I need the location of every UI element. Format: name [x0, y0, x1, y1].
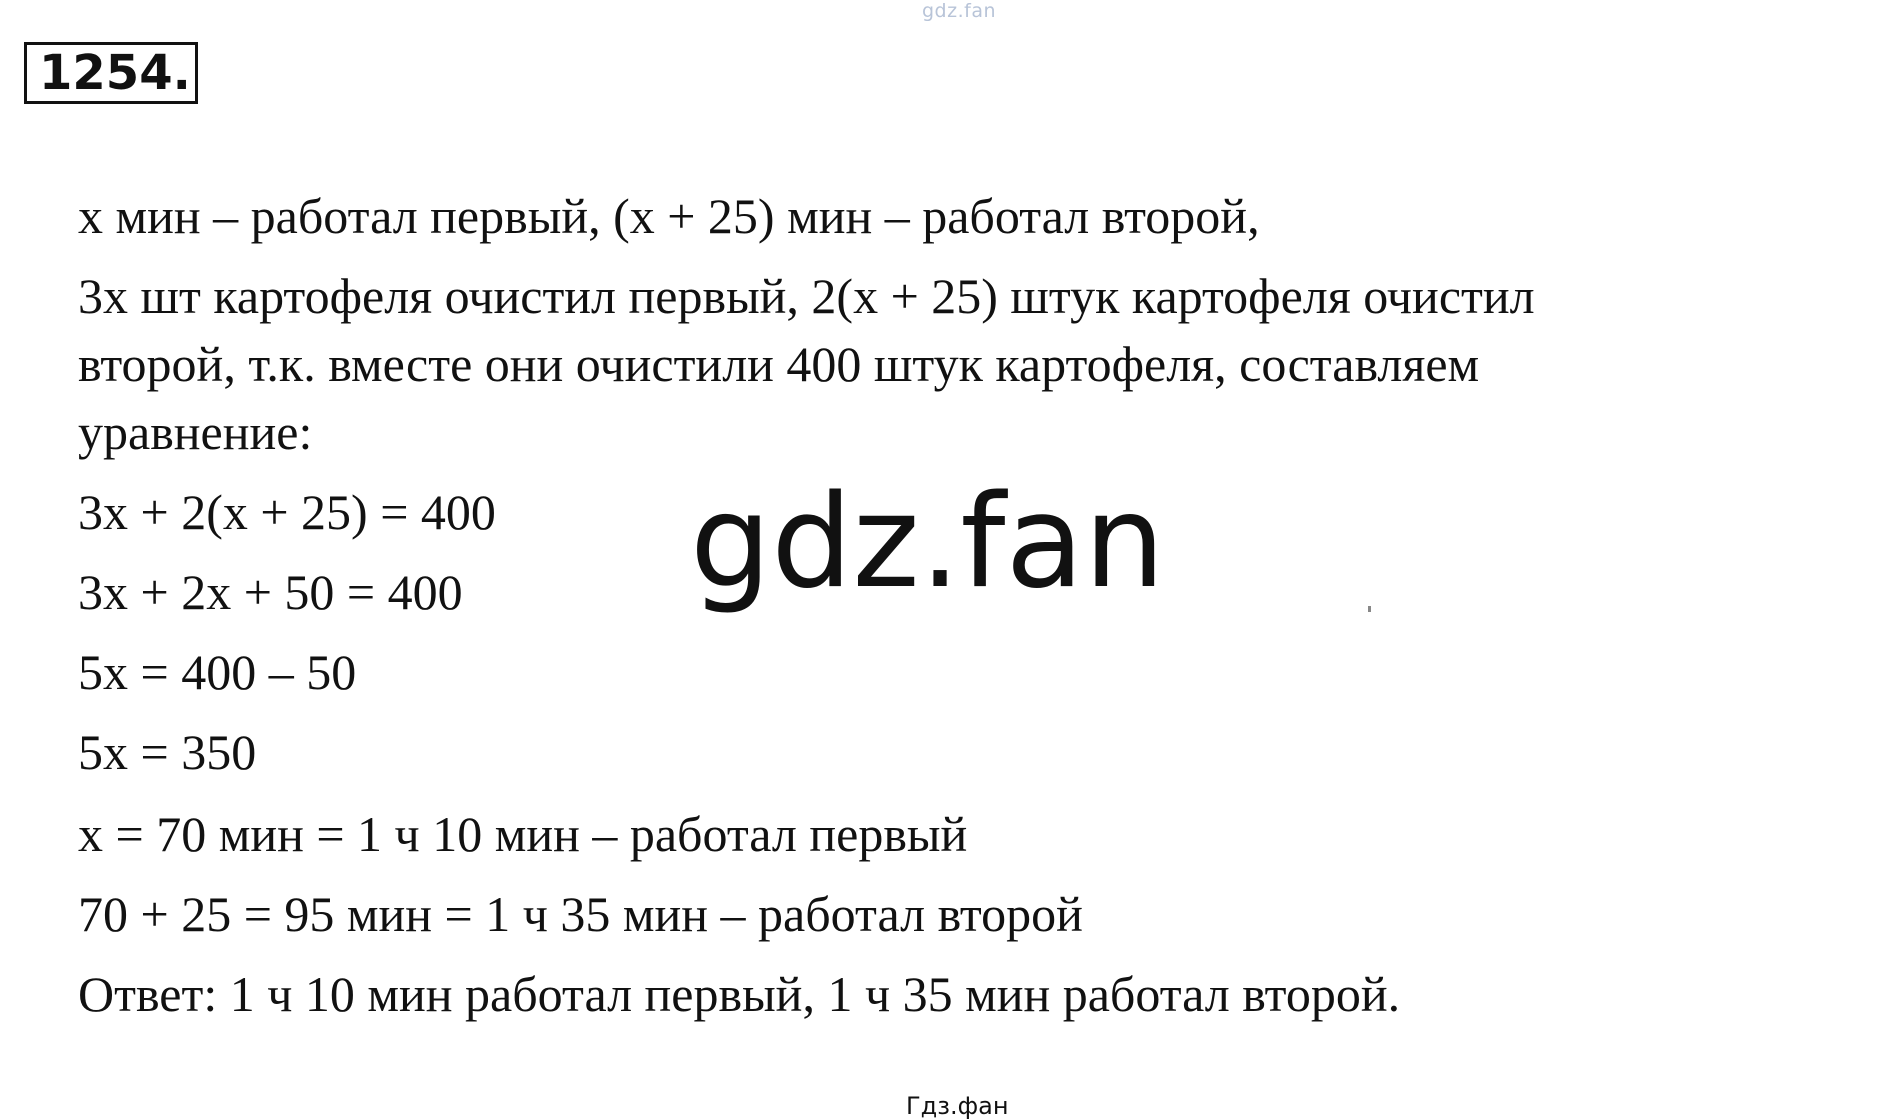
equation-line-3: 5x = 400 – 50: [78, 644, 357, 700]
problem-number-box: 1254.: [24, 42, 198, 104]
solution-line-1: x мин – работал первый, (x + 25) мин – работал второй,: [78, 188, 1260, 244]
center-watermark: gdz.fan: [690, 468, 1165, 617]
equation-line-2: 3x + 2x + 50 = 400: [78, 564, 463, 620]
solution-line-4: уравнение:: [78, 404, 313, 460]
bottom-watermark: Гдз.фан: [906, 1092, 1009, 1120]
result-line-first: x = 70 мин = 1 ч 10 мин – работал первый: [78, 806, 968, 862]
equation-line-4: 5x = 350: [78, 724, 257, 780]
scan-speck: [1368, 606, 1371, 612]
solution-line-3: второй, т.к. вместе они очистили 400 штук картофеля, составляем: [78, 336, 1480, 392]
result-line-second: 70 + 25 = 95 мин = 1 ч 35 мин – работал второй: [78, 886, 1083, 942]
equation-line-1: 3x + 2(x + 25) = 400: [78, 484, 496, 540]
top-watermark: gdz.fan: [922, 0, 997, 22]
answer-line: Ответ: 1 ч 10 мин работал первый, 1 ч 35 мин работал второй.: [78, 966, 1401, 1022]
solution-line-2: 3x шт картофеля очистил первый, 2(x + 25) штук картофеля очистил: [78, 268, 1535, 324]
